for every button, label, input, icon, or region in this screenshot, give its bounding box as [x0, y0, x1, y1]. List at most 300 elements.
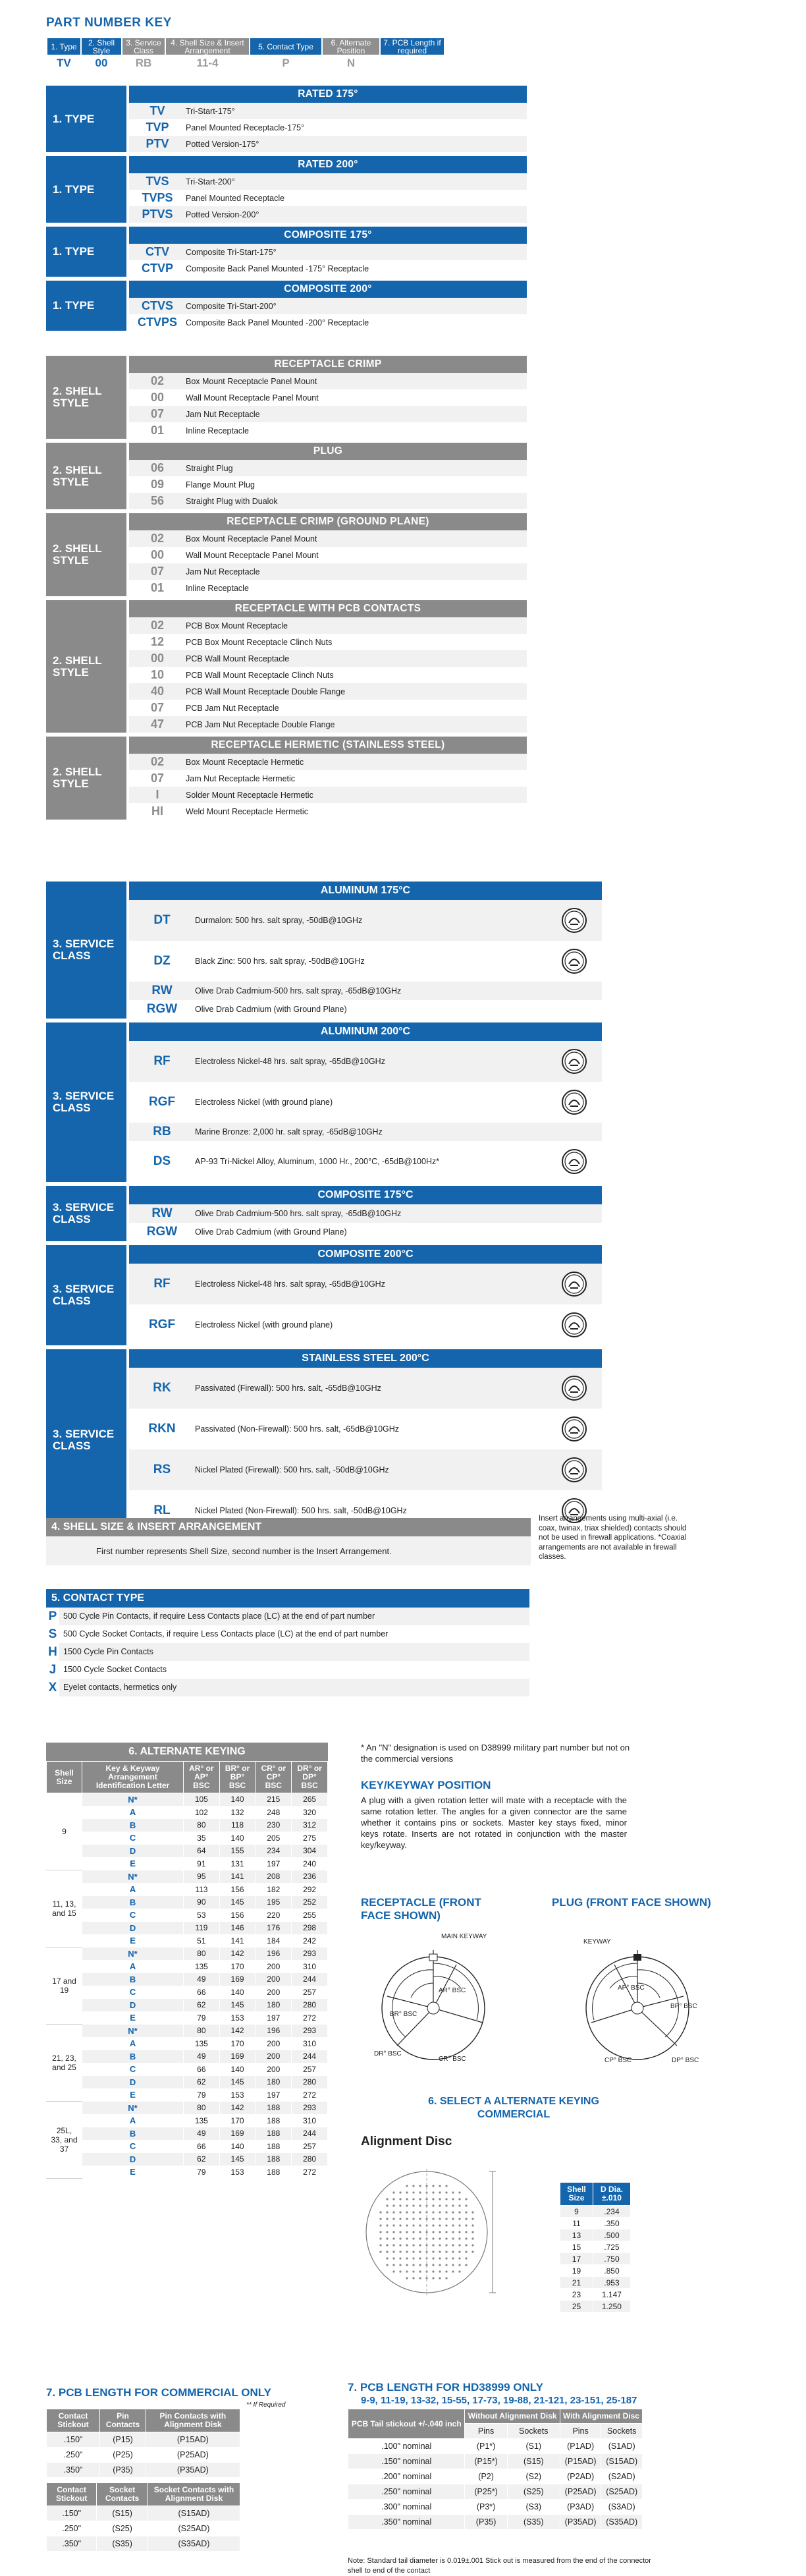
pcb-hd-cell: (P2)	[465, 2469, 507, 2484]
keying-cell: 272	[292, 2166, 328, 2179]
keying-cell: 196	[255, 1947, 292, 1961]
pcb-cell: (S35)	[97, 2536, 148, 2552]
service-code: RK	[153, 1381, 171, 1395]
keying-cell: 188	[255, 2114, 292, 2127]
keying-cell: 310	[292, 2114, 328, 2127]
keying-cell: 240	[292, 1857, 328, 1870]
keying-cell: 257	[292, 2140, 328, 2153]
pcb-cell: (P15)	[100, 2432, 146, 2448]
rohs-badge-icon	[561, 1312, 587, 1338]
if-required-note: ** If Required	[246, 2401, 286, 2409]
keying-cell: 145	[219, 1896, 255, 1909]
service-description: Olive Drab Cadmium (with Ground Plane)	[195, 1227, 347, 1237]
keying-cell: 293	[292, 2025, 328, 2038]
row-description: Jam Nut Receptacle	[186, 567, 260, 576]
keying-cell: 49	[184, 2127, 220, 2141]
pcb-cell: (P35)	[100, 2463, 146, 2478]
pcb-pin-table	[46, 2409, 240, 2478]
pcb-cell: (P25AD)	[146, 2448, 240, 2463]
row-code: CTVP	[141, 262, 173, 275]
service-description: AP-93 Tri-Nickel Alloy, Aluminum, 1000 Hr., 200°C, -65dB@100Hz*	[195, 1157, 440, 1166]
pcb-hd-cell: .100" nominal	[348, 2439, 465, 2454]
keying-cell: E	[82, 2166, 184, 2179]
keying-cell: 304	[292, 1845, 328, 1858]
pcb-header: Pin Contacts with Alignment Disk	[146, 2409, 240, 2432]
keying-cell: 195	[255, 1896, 292, 1909]
keying-cell: B	[82, 1819, 184, 1832]
keying-cell: 62	[184, 2076, 220, 2089]
keying-cell: 312	[292, 1819, 328, 1832]
pcb-cell: .250"	[47, 2448, 100, 2463]
service-code: DS	[153, 1154, 171, 1168]
keying-cell: B	[82, 1896, 184, 1909]
keying-cell: D	[82, 2076, 184, 2089]
contact-code: H	[48, 1644, 57, 1659]
keying-cell: 66	[184, 2140, 220, 2153]
diagram-label: BP° BSC	[670, 2003, 697, 2010]
keying-cell: 131	[219, 1857, 255, 1870]
row-code: CTVPS	[137, 316, 177, 329]
keying-cell: 170	[219, 1960, 255, 1973]
keying-cell: 180	[255, 1999, 292, 2012]
group-row	[129, 103, 527, 119]
keying-cell: 280	[292, 2153, 328, 2166]
key-header: 1. Type	[47, 38, 81, 55]
row-description: Solder Mount Receptacle Hermetic	[186, 790, 313, 800]
service-group-title: COMPOSITE 175°C	[129, 1186, 602, 1204]
rohs-badge-icon	[561, 1457, 587, 1483]
group-row	[129, 298, 527, 314]
keying-cell: 35	[184, 1832, 220, 1845]
keying-cell: 142	[219, 1947, 255, 1961]
pcb-cell: (S25)	[97, 2521, 148, 2536]
service-row	[129, 941, 602, 982]
row-description: PCB Box Mount Receptacle Clinch Nuts	[186, 637, 333, 647]
keying-cell: 132	[219, 1806, 255, 1819]
row-description: PCB Wall Mount Receptacle Clinch Nuts	[186, 670, 334, 680]
row-code: 01	[150, 581, 165, 594]
group-row	[129, 667, 527, 683]
keying-cell: 188	[255, 2102, 292, 2115]
pcb-hd-cell: (S3AD)	[601, 2500, 643, 2515]
keying-cell: 53	[184, 1909, 220, 1922]
rohs-badge-icon	[561, 1148, 587, 1175]
keying-cell: 220	[255, 1909, 292, 1922]
keying-cell: 265	[292, 1793, 328, 1806]
disc-cell: .953	[593, 2277, 630, 2289]
disc-cell: .850	[593, 2265, 630, 2277]
service-row	[129, 1204, 602, 1223]
row-description: Composite Back Panel Mounted -200° Receptacle	[186, 318, 369, 327]
keying-cell: 298	[292, 1922, 328, 1935]
group-row	[129, 563, 527, 580]
keying-cell: 188	[255, 2166, 292, 2179]
keying-cell: 102	[184, 1806, 220, 1819]
keying-cell: A	[82, 1806, 184, 1819]
service-row	[129, 1123, 602, 1141]
keying-cell: 156	[219, 1909, 255, 1922]
keying-cell: 91	[184, 1857, 220, 1870]
contact-code: S	[48, 1627, 57, 1641]
keying-cell: 145	[219, 2153, 255, 2166]
service-code: RGF	[148, 1095, 176, 1109]
pcb-hd-subheader: Sockets	[507, 2424, 560, 2439]
diagram-label: MAIN KEYWAY	[441, 1933, 487, 1940]
service-row	[129, 1082, 602, 1123]
service-code: RW	[151, 1206, 173, 1220]
row-code: TVPS	[142, 191, 173, 204]
group-row	[129, 716, 527, 733]
service-row	[129, 900, 602, 941]
service-description: Durmalon: 500 hrs. salt spray, -50dB@10GHz	[195, 916, 363, 925]
keying-cell: 255	[292, 1909, 328, 1922]
disc-cell: 1.250	[593, 2301, 630, 2312]
keying-cell: 236	[292, 1870, 328, 1884]
shell-size-text: First number represents Shell Size, second number is the Insert Arrangement.	[46, 1536, 531, 1565]
keying-header: DR° or DP° BSC	[292, 1762, 328, 1793]
service-description: Passivated (Non-Firewall): 500 hrs. salt, -65dB@10GHz	[195, 1424, 400, 1434]
key-value: RB	[122, 55, 165, 71]
service-code: RGW	[146, 1002, 178, 1016]
pcb-cell: (P25)	[100, 2448, 146, 2463]
contact-description: 1500 Cycle Socket Contacts	[59, 1661, 529, 1679]
service-description: Electroless Nickel-48 hrs. salt spray, -65dB@10GHz	[195, 1279, 385, 1289]
disc-cell: 23	[560, 2289, 593, 2301]
pcb-cell: .350"	[47, 2463, 100, 2478]
service-description: Electroless Nickel (with ground plane)	[195, 1098, 333, 1107]
disc-cell: 17	[560, 2253, 593, 2265]
keying-cell: 170	[219, 2114, 255, 2127]
row-code: PTVS	[142, 208, 173, 221]
diagram-label: BR° BSC	[390, 2011, 417, 2018]
contact-code: X	[48, 1680, 57, 1694]
row-code: 02	[150, 755, 165, 768]
pcb-hd-cell: (P25*)	[465, 2484, 507, 2500]
pcb-cell: (P15AD)	[146, 2432, 240, 2448]
keying-cell: N*	[82, 1870, 184, 1884]
row-code: TVS	[146, 175, 169, 188]
keyway-text: A plug with a given rotation letter will mate with a receptacle with the same rotation letter. The angles for a given connector are the same whether it contains pins or sockets. Master key stays fixed, minor keys rotate. Inserts are not rotated in conjunction with the master key/keyway.	[361, 1795, 627, 1850]
keying-cell: E	[82, 2011, 184, 2025]
pcb-cell: .350"	[47, 2536, 97, 2552]
keying-cell: 105	[184, 1793, 220, 1806]
keying-cell: 200	[255, 1973, 292, 1986]
group-row	[129, 634, 527, 650]
pcb-cell: .150"	[47, 2432, 100, 2448]
row-description: Straight Plug with Dualok	[186, 496, 278, 506]
key-header: 2. Shell Style	[81, 38, 122, 55]
keying-cell: N*	[82, 1947, 184, 1961]
pcb-hd-cell: (S35)	[507, 2515, 560, 2530]
keying-cell: 248	[255, 1806, 292, 1819]
group-row	[129, 422, 527, 439]
keying-cell: 95	[184, 1870, 220, 1884]
service-row	[129, 982, 602, 1000]
pcb-hd-cell: .250" nominal	[348, 2484, 465, 2500]
keying-cell: 257	[292, 2063, 328, 2076]
key-header: 5. Contact Type	[250, 38, 322, 55]
keying-header: CR° or CP° BSC	[255, 1762, 292, 1793]
group-row	[129, 206, 527, 223]
service-row	[129, 1409, 602, 1449]
pcb-hd-cell: (P3*)	[465, 2500, 507, 2515]
keying-header: Shell Size	[47, 1762, 82, 1793]
select-keying-title: 6. SELECT A ALTERNATE KEYING COMMERCIAL	[428, 2096, 599, 2120]
keying-cell: 80	[184, 1819, 220, 1832]
row-description: Potted Version-175°	[186, 139, 259, 149]
group-title: RECEPTACLE WITH PCB CONTACTS	[129, 600, 527, 617]
pcb-hd-header: PCB Tail stickout +/-.040 inch	[348, 2409, 465, 2439]
group-row	[129, 650, 527, 667]
keying-cell: 141	[219, 1934, 255, 1947]
contact-code: P	[48, 1609, 57, 1623]
service-group-label: 3. SERVICE CLASS	[46, 1022, 126, 1182]
service-code: RKN	[148, 1422, 176, 1436]
row-code: 07	[150, 701, 165, 714]
pcb-header: Socket Contacts with Alignment Disk	[148, 2483, 240, 2506]
keying-cell: 293	[292, 1947, 328, 1961]
keying-cell: 272	[292, 2088, 328, 2102]
keying-cell: 169	[219, 2050, 255, 2063]
alignment-disc-drawing	[361, 2166, 519, 2298]
group-row	[129, 580, 527, 596]
keying-cell: D	[82, 1922, 184, 1935]
group-row	[129, 173, 527, 190]
keying-cell: 153	[219, 2166, 255, 2179]
group-row	[129, 373, 527, 389]
pcb-hd-subheader: Pins	[560, 2424, 601, 2439]
keying-cell: 66	[184, 2063, 220, 2076]
row-description: Composite Tri-Start-200°	[186, 301, 277, 311]
keying-cell: 140	[219, 1793, 255, 1806]
keying-cell: E	[82, 1857, 184, 1870]
row-description: Wall Mount Receptacle Panel Mount	[186, 393, 319, 403]
row-description: Tri-Start-175°	[186, 106, 235, 116]
keying-cell: 169	[219, 1973, 255, 1986]
service-description: Marine Bronze: 2,000 hr. salt spray, -65dB@10GHz	[195, 1127, 383, 1136]
contact-type-row	[46, 1625, 529, 1643]
keying-cell: 79	[184, 2088, 220, 2102]
contact-type-row	[46, 1661, 529, 1679]
keying-cell: 80	[184, 2102, 220, 2115]
group-label: 1. TYPE	[46, 156, 126, 223]
service-group-title: ALUMINUM 200°C	[129, 1022, 602, 1041]
keying-cell: 310	[292, 2037, 328, 2050]
row-code: TVP	[146, 121, 169, 134]
pcb-cell: .250"	[47, 2521, 97, 2536]
group-label: 2. SHELL STYLE	[46, 356, 126, 439]
keying-cell: 153	[219, 2088, 255, 2102]
service-description: Olive Drab Cadmium (with Ground Plane)	[195, 1005, 347, 1014]
keying-cell: 156	[219, 1883, 255, 1896]
contact-type-row	[46, 1608, 529, 1625]
plug-title: PLUG (FRONT FACE SHOWN)	[552, 1896, 711, 1909]
group-row	[129, 406, 527, 422]
service-group-label: 3. SERVICE CLASS	[46, 1245, 126, 1345]
contact-description: 500 Cycle Socket Contacts, if require Less Contacts place (LC) at the end of part number	[59, 1625, 529, 1643]
pcb-hd-header: Without Alignment Disk	[465, 2409, 560, 2424]
service-group-title: COMPOSITE 200°C	[129, 1245, 602, 1264]
alternate-keying-table	[46, 1761, 328, 2179]
pcb-hd-cell: .200" nominal	[348, 2469, 465, 2484]
keying-cell: N*	[82, 2025, 184, 2038]
service-code: RF	[153, 1277, 171, 1291]
disc-cell: 9	[560, 2206, 593, 2218]
alignment-disc-table	[560, 2182, 631, 2312]
pcb-cell: (S35AD)	[148, 2536, 240, 2552]
group-title: COMPOSITE 200°	[129, 281, 527, 298]
shell-size-cell: 21, 23, and 25	[47, 2025, 82, 2102]
pcb-hd-header: With Alignment Disc	[560, 2409, 642, 2424]
group-row	[129, 460, 527, 476]
pcb-hd-table	[348, 2409, 643, 2530]
keying-cell: D	[82, 1845, 184, 1858]
service-description: Olive Drab Cadmium-500 hrs. salt spray, -65dB@10GHz	[195, 1209, 402, 1218]
group-row	[129, 476, 527, 493]
row-code: PTV	[146, 137, 169, 150]
row-code: 09	[150, 478, 165, 491]
contact-description: 1500 Cycle Pin Contacts	[59, 1643, 529, 1661]
pcb-cell: (S15AD)	[148, 2506, 240, 2521]
keying-cell: 205	[255, 1832, 292, 1845]
row-code: 02	[150, 374, 165, 387]
contact-type-row	[46, 1643, 529, 1661]
service-group-label: 3. SERVICE CLASS	[46, 882, 126, 1019]
keying-cell: 244	[292, 1973, 328, 1986]
service-group-title: STAINLESS STEEL 200°C	[129, 1349, 602, 1368]
pcb-cell: (P35AD)	[146, 2463, 240, 2478]
keying-cell: 90	[184, 1896, 220, 1909]
keying-cell: 215	[255, 1793, 292, 1806]
pcb-hd-cell: (S15AD)	[601, 2454, 643, 2469]
keying-cell: E	[82, 1934, 184, 1947]
row-description: Weld Mount Receptacle Hermetic	[186, 806, 308, 816]
disc-cell: 15	[560, 2241, 593, 2253]
key-header: 4. Shell Size & Insert Arrangement	[165, 38, 250, 55]
keying-cell: 184	[255, 1934, 292, 1947]
pcb-hd-cell: (P25AD)	[560, 2484, 601, 2500]
group-row	[129, 787, 527, 803]
row-description: Box Mount Receptacle Hermetic	[186, 757, 304, 767]
pcb-hd-cell: (S25AD)	[601, 2484, 643, 2500]
key-value: 00	[81, 55, 122, 71]
group-row	[129, 683, 527, 700]
keying-cell: 200	[255, 2050, 292, 2063]
diagram-label: DR° BSC	[374, 2050, 402, 2058]
pcb-hd-cell: (S15)	[507, 2454, 560, 2469]
row-code: I	[155, 788, 159, 801]
service-description: Electroless Nickel-48 hrs. salt spray, -65dB@10GHz	[195, 1057, 385, 1066]
row-code: 56	[150, 494, 165, 507]
row-code: 02	[150, 532, 165, 545]
row-description: Composite Tri-Start-175°	[186, 247, 277, 257]
keying-cell: 155	[219, 1845, 255, 1858]
pcb-hd-cell: (P35AD)	[560, 2515, 601, 2530]
pcb-header: Contact Stickout	[47, 2409, 100, 2432]
service-code: DT	[153, 913, 171, 927]
group-label: 2. SHELL STYLE	[46, 513, 126, 596]
pcb-hd-cell: (P15AD)	[560, 2454, 601, 2469]
service-code: RGF	[148, 1318, 176, 1331]
service-row	[129, 1141, 602, 1182]
pcb-hd-cell: (P3AD)	[560, 2500, 601, 2515]
keying-cell: 80	[184, 2025, 220, 2038]
row-code: 00	[150, 391, 165, 404]
row-code: 07	[150, 771, 165, 785]
keying-cell: 170	[219, 2037, 255, 2050]
keying-cell: 293	[292, 2102, 328, 2115]
keying-cell: 62	[184, 1999, 220, 2012]
group-row	[129, 530, 527, 547]
part-number-key	[46, 37, 445, 72]
keying-cell: 146	[219, 1922, 255, 1935]
row-code: 07	[150, 407, 165, 420]
keying-cell: 140	[219, 2140, 255, 2153]
row-code: 07	[150, 565, 165, 578]
group-label: 2. SHELL STYLE	[46, 737, 126, 820]
keying-cell: 49	[184, 2050, 220, 2063]
keying-cell: 188	[255, 2153, 292, 2166]
disc-cell: 21	[560, 2277, 593, 2289]
contact-type-row	[46, 1679, 529, 1696]
disc-header: D Dia. ±.010	[593, 2183, 630, 2206]
service-code: RL	[153, 1503, 171, 1517]
service-row	[129, 1368, 602, 1409]
keying-cell: 197	[255, 2088, 292, 2102]
group-title: RECEPTACLE CRIMP	[129, 356, 527, 373]
pcb-cell: (S25AD)	[148, 2521, 240, 2536]
disc-cell: 11	[560, 2218, 593, 2229]
keying-cell: 51	[184, 1934, 220, 1947]
keying-cell: 196	[255, 2025, 292, 2038]
row-description: Composite Back Panel Mounted -175° Receptacle	[186, 264, 369, 273]
alignment-disc-title: Alignment Disc	[361, 2135, 452, 2148]
keying-cell: 200	[255, 2037, 292, 2050]
keying-cell: A	[82, 2037, 184, 2050]
keying-cell: 135	[184, 2114, 220, 2127]
group-row	[129, 700, 527, 716]
keying-cell: 242	[292, 1934, 328, 1947]
keying-cell: 182	[255, 1883, 292, 1896]
keying-cell: D	[82, 1999, 184, 2012]
service-row	[129, 1000, 602, 1019]
service-description: Nickel Plated (Non-Firewall): 500 hrs. salt, -50dB@10GHz	[195, 1506, 407, 1515]
pcb-socket-table	[46, 2482, 240, 2552]
keying-cell: 200	[255, 1986, 292, 1999]
keying-cell: 140	[219, 1832, 255, 1845]
keying-cell: 275	[292, 1832, 328, 1845]
keying-cell: A	[82, 2114, 184, 2127]
pcb-header: Pin Contacts	[100, 2409, 146, 2432]
service-code: RW	[151, 984, 173, 997]
disc-cell: 13	[560, 2229, 593, 2241]
plug-diagram	[552, 1924, 716, 2088]
row-code: CTVS	[141, 299, 173, 312]
keying-cell: 62	[184, 2153, 220, 2166]
row-code: 47	[150, 717, 165, 731]
pcb-hd-cell: (S35AD)	[601, 2515, 643, 2530]
keying-cell: C	[82, 2140, 184, 2153]
keying-cell: 135	[184, 2037, 220, 2050]
pcb-cell: (S15)	[97, 2506, 148, 2521]
keying-cell: N*	[82, 1793, 184, 1806]
keying-cell: 197	[255, 2011, 292, 2025]
keying-cell: 280	[292, 2076, 328, 2089]
service-group-title: ALUMINUM 175°C	[129, 882, 602, 900]
keying-cell: 272	[292, 2011, 328, 2025]
keying-cell: 280	[292, 1999, 328, 2012]
contact-description: 500 Cycle Pin Contacts, if require Less Contacts place (LC) at the end of part number	[59, 1608, 529, 1625]
